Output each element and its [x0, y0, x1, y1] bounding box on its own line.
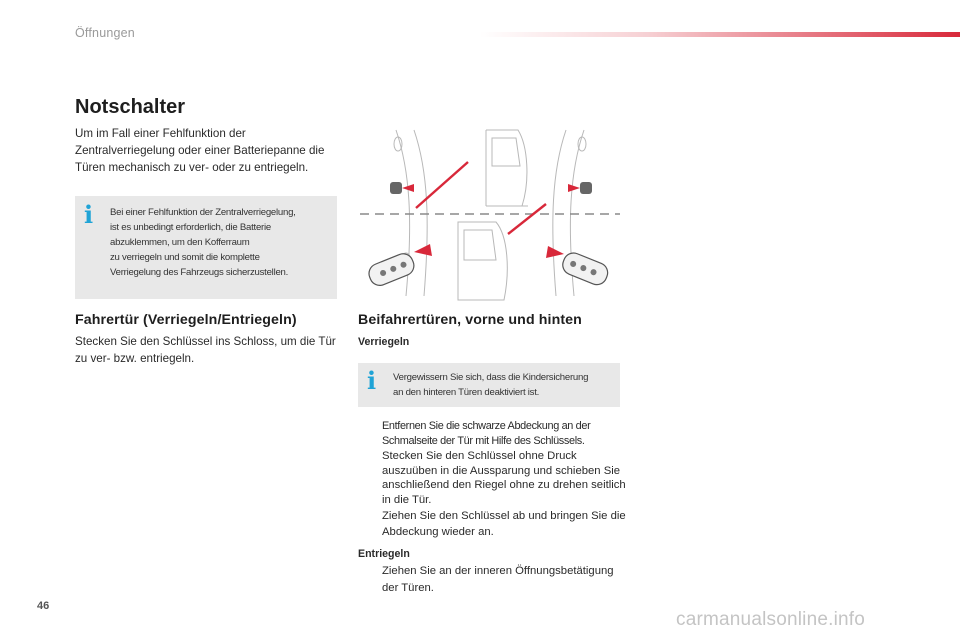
- driver-door-heading: Fahrertür (Verriegeln/Entriegeln): [75, 312, 297, 328]
- header-accent-line: [480, 32, 960, 37]
- passenger-doors-heading: Beifahrertüren, vorne und hinten: [358, 312, 582, 328]
- watermark: carmanualsonline.info: [676, 609, 866, 630]
- driver-door-text: Stecken Sie den Schlüssel ins Schloss, um die Tür zu ver- bzw. entriegeln.: [75, 335, 336, 365]
- chapter-title: Öffnungen: [75, 26, 135, 40]
- lock-subheading: Verriegeln: [358, 336, 410, 348]
- lock-steps-list: [358, 419, 626, 540]
- info-box-child-lock: [358, 363, 620, 407]
- unlock-subheading: Entriegeln: [358, 548, 410, 560]
- info-icon: i: [367, 366, 377, 395]
- door-lock-illustration: [358, 126, 622, 302]
- list-item: Ziehen Sie den Schlüssel ab und bringen Sie die Abdeckung wieder an.: [382, 510, 626, 538]
- info-box-text: Bei einer Fehlfunktion der Zentralverriegelung, ist es unbedingt erforderlich, die Batterie abzuklemmen, um den Kofferraum zu verriegeln und somit die komplette Verriegelung des Fahrzeugs sicherzustellen.: [110, 207, 296, 278]
- list-item: Stecken Sie den Schlüssel ohne Druck auszuüben in die Aussparung und schieben Sie anschließend den Riegel ohne zu drehen seitlich in die Tür.: [382, 450, 626, 506]
- info-box-battery: [75, 196, 337, 299]
- page-title: Notschalter: [75, 96, 186, 118]
- info-icon: i: [84, 200, 94, 229]
- page-number: 46: [37, 600, 50, 612]
- intro-paragraph: Um im Fall einer Fehlfunktion der Zentralverriegelung oder einer Batteriepanne die Türen mechanisch zu ver- oder zu entriegeln.: [75, 127, 325, 174]
- info-box-text: Vergewissern Sie sich, dass die Kindersicherung an den hinteren Türen deaktiviert ist.: [393, 372, 589, 398]
- unlock-steps-list: [358, 563, 626, 597]
- list-item: Ziehen Sie an der inneren Öffnungsbetätigung der Türen.: [382, 565, 614, 594]
- list-item: Entfernen Sie die schwarze Abdeckung an der Schmalseite der Tür mit Hilfe des Schlüssels.: [382, 420, 591, 447]
